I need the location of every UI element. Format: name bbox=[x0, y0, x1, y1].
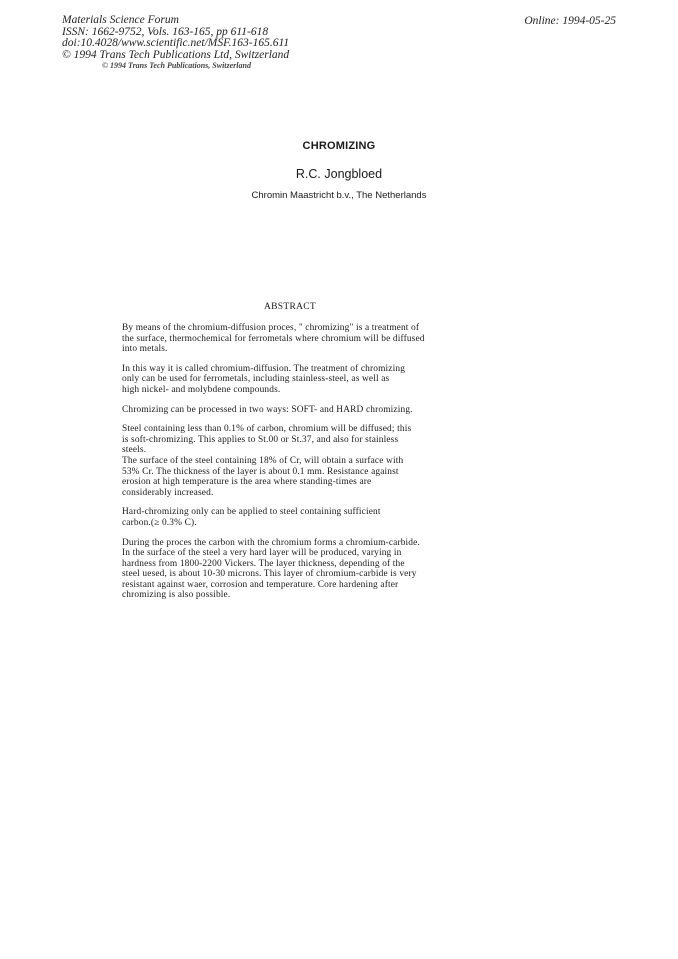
abstract-line: chromizing is also possible. bbox=[122, 590, 231, 601]
header-citation bbox=[62, 15, 289, 70]
abstract-paragraph bbox=[122, 323, 542, 355]
abstract-line: high nickel- and molybdene compounds. bbox=[122, 384, 281, 395]
abstract-heading: ABSTRACT bbox=[263, 302, 317, 312]
author-name: R.C. Jongbloed bbox=[295, 167, 383, 181]
abstract-paragraph bbox=[122, 364, 542, 396]
abstract-line: considerably increased. bbox=[122, 487, 214, 498]
abstract-line: In this way it is called chromium-diffusion. The treatment of chromizing bbox=[122, 363, 406, 374]
abstract-line: into metals. bbox=[122, 344, 168, 355]
abstract-body bbox=[122, 323, 542, 610]
abstract-line: By means of the chromium-diffusion proces, " chromizing" is a treatment of bbox=[122, 323, 420, 333]
abstract-line: steels. bbox=[122, 445, 147, 456]
abstract-paragraph bbox=[122, 507, 542, 528]
abstract-line: During the proces the carbon with the chromium forms a chromium-carbide. bbox=[122, 537, 420, 548]
online-date: Online: 1994-05-25 bbox=[524, 15, 616, 27]
abstract-line: The surface of the steel containing 18% of Cr, will obtain a surface with bbox=[122, 455, 404, 466]
abstract-paragraph bbox=[122, 424, 542, 498]
abstract-line: resistant against waer, corrosion and temperature. Core hardening after bbox=[122, 579, 399, 590]
abstract-line: 53% Cr. The thickness of the layer is about 0.1 mm. Resistance against bbox=[122, 466, 399, 477]
journal-name: Materials Science Forum bbox=[62, 14, 179, 26]
abstract-paragraph bbox=[122, 538, 542, 602]
abstract-line: steel uesed, is about 10-30 microns. This layer of chromium-carbide is very bbox=[122, 569, 417, 580]
abstract-line: Steel containing less than 0.1% of carbon, chromium will be diffused; this bbox=[122, 424, 412, 435]
abstract-line: Hard-chromizing only can be applied to steel containing sufficient bbox=[122, 507, 381, 518]
issn-line: ISSN: 1662-9752, Vols. 163-165, pp 611-618 bbox=[62, 25, 269, 38]
abstract-line: carbon.(≥ 0.3% C). bbox=[122, 517, 197, 528]
abstract-line: In the surface of the steel a very hard layer will be produced, varying in bbox=[122, 548, 402, 559]
paper-title: CHROMIZING bbox=[302, 140, 376, 152]
abstract-line: the surface, thermochemical for ferrometals where chromium will be diffused bbox=[122, 333, 425, 344]
abstract-line: hardness from 1800-2200 Vickers. The layer thickness, depending of the bbox=[122, 558, 405, 569]
abstract-paragraph bbox=[122, 405, 542, 416]
abstract-line: is soft-chromizing. This applies to St.00 or St.37, and also for stainless bbox=[122, 434, 399, 445]
faded-copyright-line: © 1994 Trans Tech Publications, Switzerland bbox=[102, 61, 251, 70]
abstract-line: erosion at high temperature is the area where standing-times are bbox=[122, 477, 372, 488]
doi-line: doi:10.4028/www.scientific.net/MSF.163-165.611 bbox=[62, 37, 290, 49]
abstract-line: Chromizing can be processed in two ways: SOFT- and HARD chromizing. bbox=[122, 404, 413, 415]
copyright-line: © 1994 Trans Tech Publications Ltd, Switzerland bbox=[62, 48, 290, 61]
abstract-line: only can be used for ferrometals, including stainless-steel, as well as bbox=[122, 374, 390, 385]
author-affiliation: Chromin Maastricht b.v., The Netherlands bbox=[251, 190, 427, 201]
